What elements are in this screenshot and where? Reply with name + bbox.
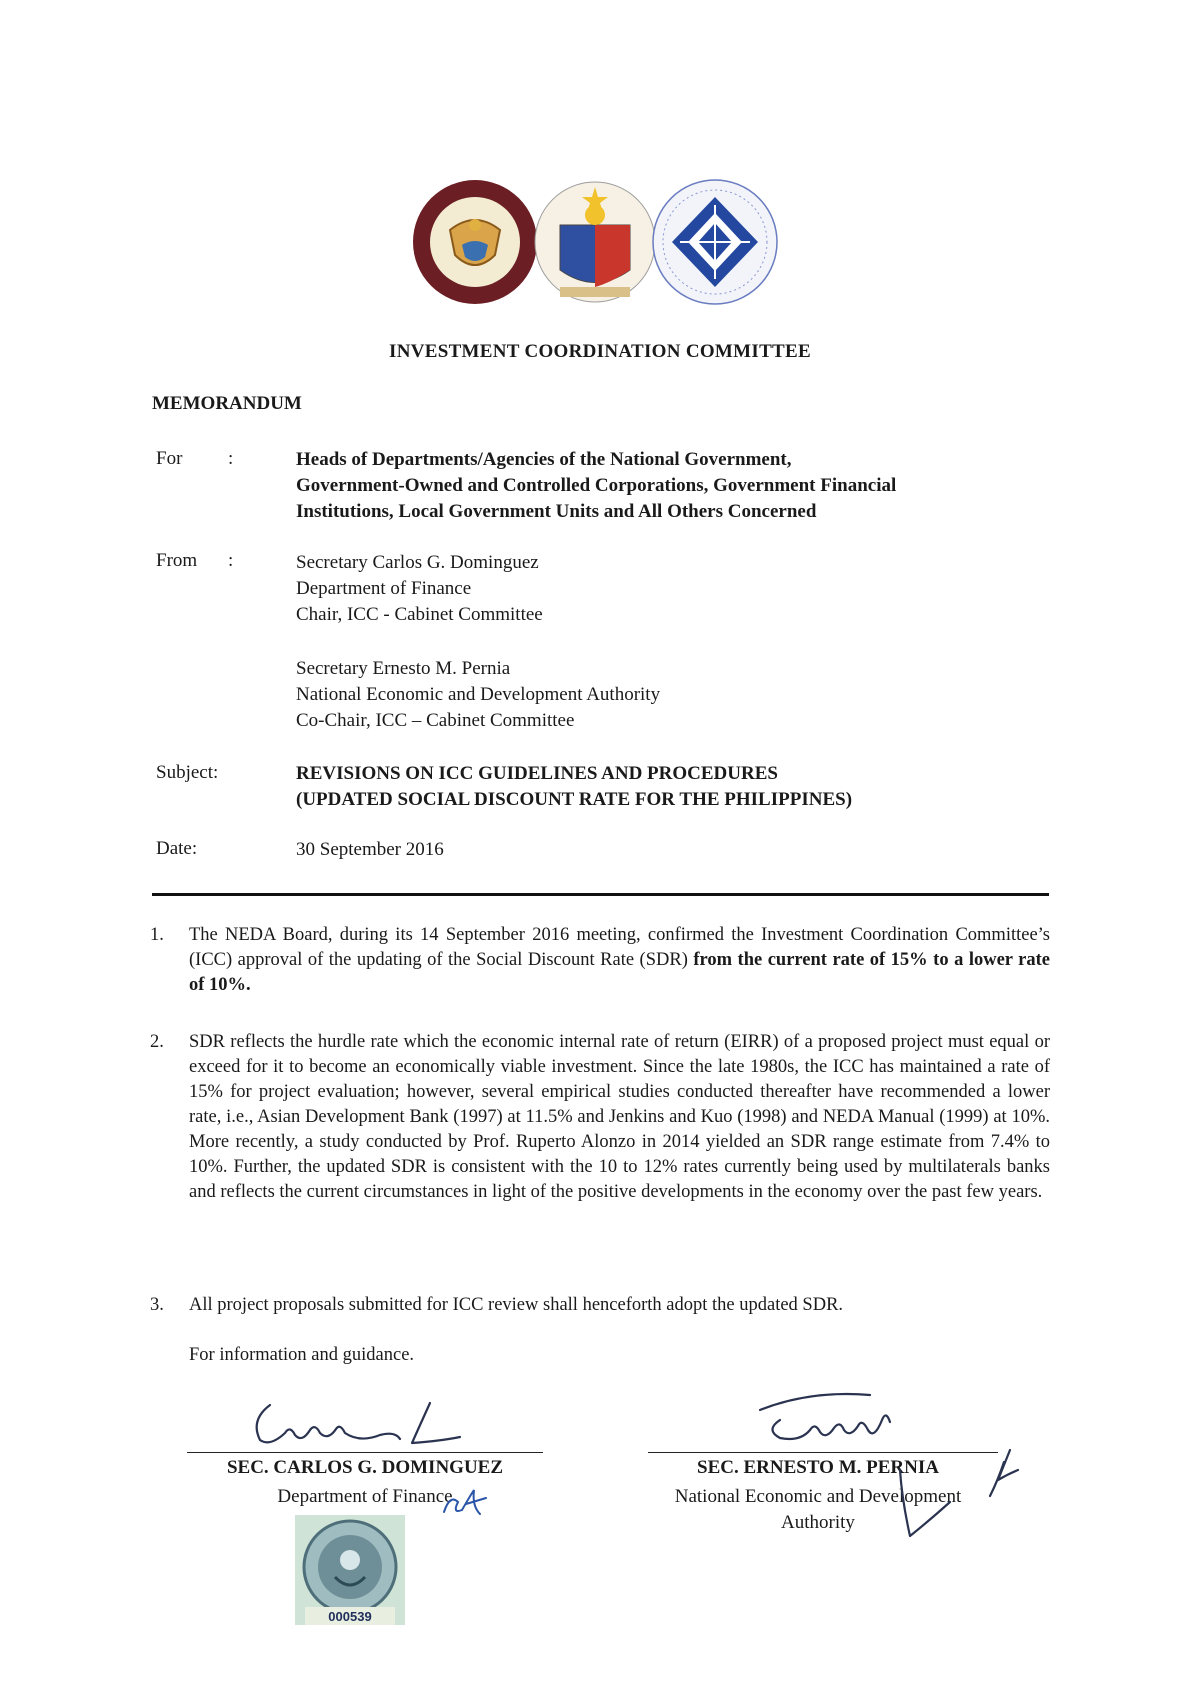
signature-line <box>187 1452 543 1453</box>
from-sender-1 <box>296 550 543 628</box>
memo-label: MEMORANDUM <box>152 393 302 414</box>
left-signatory-dept: Department of Finance <box>277 1486 453 1507</box>
republic-of-the-philippines-seal-icon <box>535 182 655 302</box>
date-value: 30 September 2016 <box>296 839 444 860</box>
from-label: From <box>156 550 198 571</box>
date-label: Date: <box>156 838 198 859</box>
right-dept-line: National Economic and Development <box>674 1486 962 1507</box>
from-line: Department of Finance <box>296 578 472 599</box>
seals-graphic <box>410 175 780 310</box>
header-seals <box>410 175 780 310</box>
paragraph-number: 2. <box>150 1032 164 1052</box>
from-line: Secretary Ernesto M. Pernia <box>296 658 511 679</box>
dry-seal-icon <box>295 1515 405 1625</box>
paragraph-emphasis: from the current rate of 15% to a lower rate of 10%. <box>189 950 1051 995</box>
for-label: For <box>156 448 183 469</box>
from-line: National Economic and Development Authority <box>296 684 661 705</box>
closing-line: For information and guidance. <box>189 1345 415 1365</box>
right-signatory-name: SEC. ERNESTO M. PERNIA <box>697 1457 939 1478</box>
paragraph-3 <box>150 1293 1050 1318</box>
from-line: Co-Chair, ICC – Cabinet Committee <box>296 710 575 731</box>
paragraph-2 <box>150 1030 1050 1205</box>
paragraph-1 <box>150 923 1050 998</box>
committee-title: INVESTMENT COORDINATION COMMITTEE <box>389 341 811 362</box>
neda-seal-icon <box>653 180 777 304</box>
signature-flourish-icon <box>890 1440 1030 1540</box>
paragraph-text: The NEDA Board, during its 14 September 2016 meeting, confirmed the Investment Coordination Committee’s (ICC) approval of the updating of the Social Discount Rate (SDR) <box>189 925 1050 970</box>
from-line: Chair, ICC - Cabinet Committee <box>296 604 543 625</box>
paragraph-number: 1. <box>150 925 164 945</box>
subject-value <box>296 761 852 813</box>
for-line: Government-Owned and Controlled Corporations, Government Financial <box>296 475 897 496</box>
from-colon: : <box>228 550 234 571</box>
subject-line: REVISIONS ON ICC GUIDELINES AND PROCEDURES <box>296 763 778 784</box>
for-line: Institutions, Local Government Units and All Others Concerned <box>296 501 817 522</box>
for-colon: : <box>228 448 234 469</box>
department-of-finance-seal-icon <box>413 180 537 304</box>
left-signatory-name: SEC. CARLOS G. DOMINGUEZ <box>226 1457 504 1478</box>
for-recipients <box>296 447 896 525</box>
dominguez-signature-icon <box>240 1385 470 1455</box>
dry-seal-number: 000539 <box>328 1609 372 1624</box>
paragraph-text: SDR reflects the hurdle rate which the economic internal rate of return (EIRR) of a proposed project must equal or exceed for it to become an economically viable investment. Since the late 1980s, the ICC has maintained a rate of 15% for project evaluation; however, several empirical studies conducted thereafter have recommended a lower rate, i.e., Asian Development Bank (1997) at 11.5% and Jenkins and Kuo (1998) and NEDA Manual (1999) at 10%. More recently, a study conducted by Prof. Ruperto Alonzo in 2014 yielded an SDR range estimate from 7.4% to 10%. Further, the updated SDR is consistent with the 10 to 12% rates currently being used by multilaterals banks and reflects the current circumstances in light of the positive developments in the economy over the past few years. <box>189 1032 1050 1202</box>
subject-label: Subject: <box>156 762 219 783</box>
from-line: Secretary Carlos G. Dominguez <box>296 552 539 573</box>
for-line: Heads of Departments/Agencies of the National Government, <box>296 449 792 470</box>
from-sender-2 <box>296 656 660 734</box>
initials-icon <box>440 1484 490 1520</box>
paragraph-number: 3. <box>150 1295 164 1315</box>
paragraph-text: All project proposals submitted for ICC review shall henceforth adopt the updated SDR. <box>189 1295 844 1315</box>
header-divider <box>152 893 1049 896</box>
subject-line: (UPDATED SOCIAL DISCOUNT RATE FOR THE PHILIPPINES) <box>296 789 853 810</box>
right-dept-line: Authority <box>781 1512 855 1533</box>
